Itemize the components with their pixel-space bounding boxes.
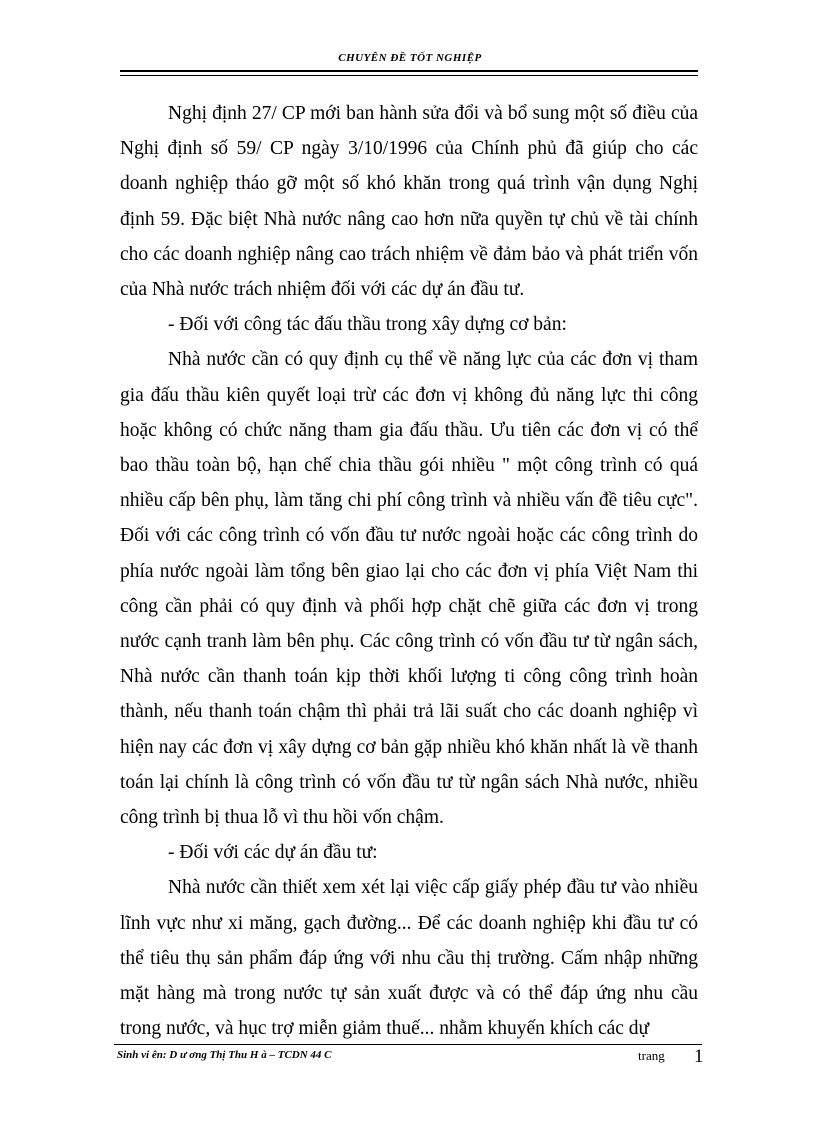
- header-title: CHUYÊN ĐỀ TỐT NGHIỆP: [338, 52, 482, 64]
- page-number: 1: [694, 1046, 704, 1067]
- footer-rule: [114, 1044, 702, 1045]
- paragraph-decree-27: Nghị định 27/ CP mới ban hành sửa đổi và bổ sung một số điều của Nghị định số 59/ CP ngày 3/10/1996 của Chính phủ đã giúp cho các doanh nghiệp tháo gỡ một số khó khăn trong quá trình vận dụng Nghị định 59. Đặc biệt Nhà nước nâng cao hơn nữa quyền tự chủ về tài chính cho các doanh nghiệp nâng cao trách nhiệm về đảm bảo và phát triển vốn của Nhà nước trách nhiệm đối với các dự án đầu tư.: [120, 103, 698, 301]
- paragraph-investment-projects: Nhà nước cần thiết xem xét lại việc cấp giấy phép đầu tư vào nhiều lĩnh vực như xi măng, gạch đường... Để các doanh nghiệp khi đầu tư có thể tiêu thụ sản phẩm đáp ứng với nhu cầu thị trường. Cấm nhập những mặt hàng mà trong nước tự sản xuất được và có thể đáp ứng nhu cầu trong nước, và hục trợ miễn giảm thuế... nhằm khuyến khích các dự: [120, 877, 698, 1040]
- heading-bidding: - Đối với công tác đấu thầu trong xây dựng cơ bản:: [168, 314, 567, 336]
- header-rule-thick: [120, 70, 698, 72]
- header-rule-thin: [120, 75, 698, 76]
- footer-author: Sinh vi ên: D ư ơng Thị Thu H à – TCDN 44 C: [117, 1049, 332, 1061]
- footer-page-label: trang: [638, 1048, 665, 1063]
- paragraph-bidding: Nhà nước cần có quy định cụ thể về năng lực của các đơn vị tham gia đấu thầu kiên quyết loại trừ các đơn vị không đủ năng lực thi công hoặc không có chức năng tham gia đấu thầu. Ưu tiên các đơn vị có thể bao thầu toàn bộ, hạn chế chia thầu gói nhiều " một công trình có quá nhiều cấp bên phụ, làm tăng chi phí công trình và nhiều vấn đề tiêu cực". Đối với các công trình có vốn đầu tư nước ngoài hoặc các công trình do phía nước ngoài làm tổng bên giao lại cho các đơn vị phía Việt Nam thi công cần phải có quy định và phối hợp chặt chẽ giữa các đơn vị trong nước cạnh tranh làm bên phụ. Các công trình có vốn đầu tư từ ngân sách, Nhà nước cần thanh toán kịp thời khối lượng ti công công trình hoàn thành, nếu thanh toán chậm thì phải trả lãi suất cho các doanh nghiệp vì hiện nay các đơn vị xây dựng cơ bản gặp nhiều khó khăn nhất là về thanh toán lại chính là công trình có vốn đầu tư từ ngân sách Nhà nước, nhiều công trình bị thua lỗ vì thu hồi vốn chậm.: [120, 349, 698, 829]
- heading-investment-projects: - Đối với các dự án đầu tư:: [168, 842, 378, 864]
- document-body: [120, 96, 698, 1046]
